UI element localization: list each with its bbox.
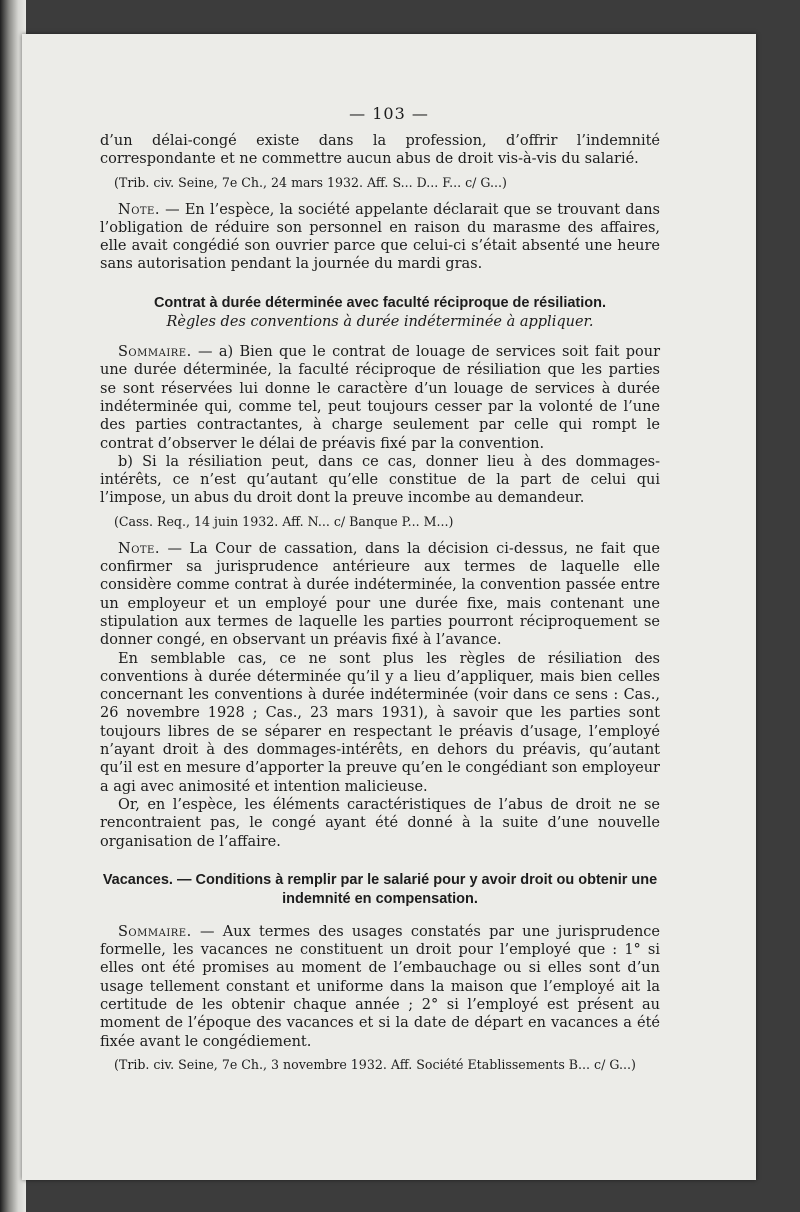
citation-cass-req: (Cass. Req., 14 juin 1932. Aff. N... c/ Banque P... M...) [114,513,454,529]
sommaire-label: Sommaire. [118,344,192,361]
sommaire-b-paragraph: b) Si la résiliation peut, dans ce cas, donner lieu à des dommages-intérêts, ce n’est qu’autant qu’elle constitue de la part de celui qui l’impose, un abus du droit dont la preuve incombe au demandeur. [100,453,660,507]
note-label: Note. [118,540,160,557]
note-text: — En l’espèce, la société appelante déclarait que se trouvant dans l’obligation de réduire son personnel en raison du marasme des affaires, elle avait congédié son ouvrier parce que celui-ci s’était absenté une heure sans autorisation pendant la journée du mardi gras. [100,201,660,273]
page-number: — 103 — [349,104,429,123]
semblable-cas-paragraph: En semblable cas, ce ne sont plus les règles de résiliation des conventions à durée déterminée qu’il y a lieu d’appliquer, mais bien celles concernant les conventions à durée indéterminée (voir dans ce sens : Cas., 26 novembre 1928 ; Cas., 23 mars 1931), à savoir que les parties sont toujours libres de se séparer en respectant le préavis d’usage, l’employé n’ayant droit à des dommages-intérêts, en dehors du préavis, qu’autant qu’il est en mesure d’apporter la preuve qu’en le congédiant son employeur a agi avec animosité et intention malicieuse. [100,650,660,795]
page-content [100,132,660,1083]
document-page [22,34,756,1180]
citation-trib-seine-mars: (Trib. civ. Seine, 7e Ch., 24 mars 1932. Aff. S... D... F... c/ G...) [114,174,507,190]
note-label: Note. [118,201,160,218]
note-text: — La Cour de cassation, dans la décision ci-dessus, ne fait que confirmer sa jurisprudence antérieure aux termes de laquelle elle considère comme contrat à durée indéterminée, la convention passée entre un employeur et un employé pour une durée fixe, mais contenant une stipulation aux termes de laquelle les parties pourront réciproquement se donner congé, en observant un préavis fixé à l’avance. [100,540,660,649]
note-paragraph [100,201,660,274]
sommaire-label: Sommaire. [118,923,192,940]
note-cassation-paragraph [100,540,660,650]
sommaire-vacances-paragraph [100,923,660,1051]
citation-trib-seine-novembre: (Trib. civ. Seine, 7e Ch., 3 novembre 1932. Aff. Société Etablissements B... c/ G...) [114,1056,636,1072]
sommaire-paragraph [100,343,660,453]
sommaire-text: — a) Bien que le contrat de louage de services soit fait pour une durée déterminée, la faculté réciproque de résiliation que les parties se sont réservées lui donne le caractère d’un louage de services à durée indéterminée qui, comme tel, peut toujours cesser par la volonté de l’une des parties contractantes, à charge seulement par celle qui rompt le contrat d’observer le délai de préavis fixé par la convention. [100,344,660,452]
sommaire-text: — Aux termes des usages constatés par une jurisprudence formelle, les vacances ne constituent un droit pour l’employé que : 1° si elles ont été promises au moment de l’embauchage ou si elles sont d’un usage tellement constant et uniforme dans la maison que l’employé ait la certitude de les obtenir chaque année ; 2° si l’employé est présent au moment de l’époque des vacances et si la date de départ en vacances a été fixée avant le congédiement. [100,923,660,1050]
section-heading-contrat: Contrat à durée déterminée avec faculté réciproque de résiliation. [153,294,607,311]
section-subheading-contrat: Règles des conventions à durée indéterminée à appliquer. [166,313,594,330]
section-heading-vacances: Vacances. — Conditions à remplir par le salarié pour y avoir droit ou obtenir une indemnité en compensation. [102,871,658,907]
espece-paragraph: Or, en l’espèce, les éléments caractéristiques de l’abus de droit ne se rencontraient pas, le congé ayant été donné à la suite d’une nouvelle organisation de l’affaire. [100,796,660,850]
paragraph-continuation: d’un délai-congé existe dans la profession, d’offrir l’indemnité correspondante et ne commettre aucun abus de droit vis-à-vis du salarié. [100,133,660,168]
